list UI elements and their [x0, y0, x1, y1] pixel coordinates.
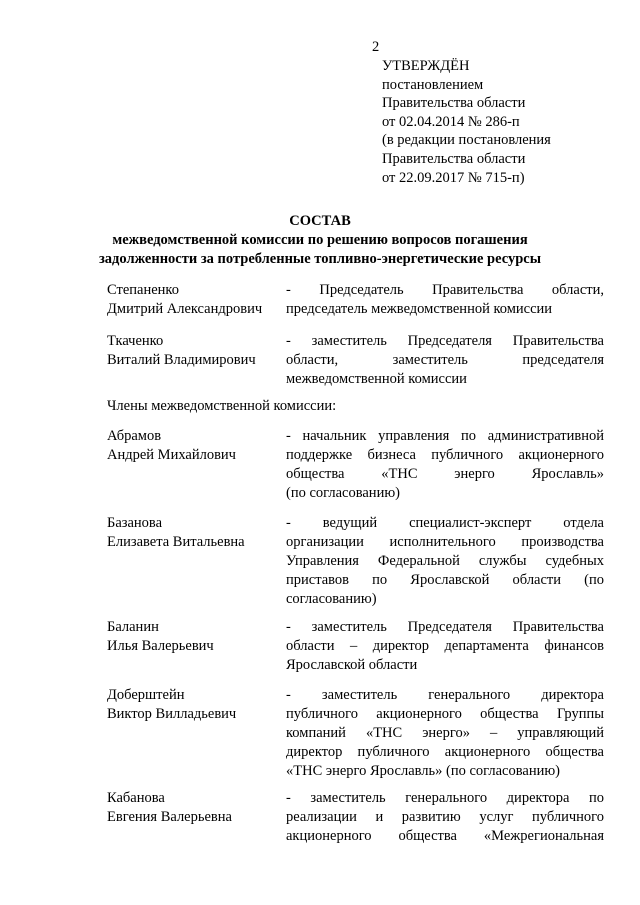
title-line: межведомственной комиссии по решению вопросов погашения — [112, 232, 528, 248]
role-line: Управления Федеральной службы судебных — [286, 553, 604, 569]
approval-line: Правительства области — [382, 150, 526, 167]
person-name — [107, 789, 282, 827]
role-line: публичного акционерного общества Группы — [286, 706, 604, 722]
approval-line: постановлением — [382, 76, 484, 93]
role-line: (по согласованию) — [286, 485, 400, 501]
surname: Ткаченко — [107, 333, 164, 349]
person-role — [286, 332, 604, 389]
role-line: - Председатель Правительства области, — [286, 282, 604, 298]
role-line: компаний «ТНС энерго» – управляющий — [286, 725, 604, 741]
person-name — [107, 427, 282, 465]
role-line: - ведущий специалист-эксперт отдела — [286, 515, 604, 531]
surname: Кабанова — [107, 790, 165, 806]
role-line: председатель межведомственной комиссии — [286, 301, 553, 317]
role-line: директор публичного акционерного общества — [286, 744, 604, 760]
role-line: - заместитель Председателя Правительства — [286, 619, 604, 635]
given-name: Андрей Михайлович — [107, 447, 236, 463]
given-name: Елизавета Витальевна — [107, 534, 245, 550]
approval-line: Правительства области — [382, 95, 526, 112]
given-name: Виктор Вилладьевич — [107, 706, 237, 722]
title-heading: СОСТАВ — [289, 213, 351, 229]
approval-line: от 02.04.2014 № 286-п — [382, 113, 520, 130]
surname: Доберштейн — [107, 687, 185, 703]
role-line: Ярославской области — [286, 657, 418, 673]
approval-line: от 22.09.2017 № 715-п) — [382, 169, 525, 186]
role-line: области, заместитель председателя — [286, 352, 604, 368]
surname: Абрамов — [107, 428, 162, 444]
person-name — [107, 618, 282, 656]
title-line: задолженности за потребленные топливно-энергетические ресурсы — [98, 251, 542, 267]
role-line: реализации и развитию услуг публичного — [286, 809, 604, 825]
approval-line: УТВЕРЖДЁН — [382, 58, 470, 74]
given-name: Илья Валерьевич — [107, 638, 214, 654]
role-line: области – директор департамента финансов — [286, 638, 604, 654]
role-line: акционерного общества «Межрегиональная — [286, 828, 604, 844]
person-role — [286, 281, 604, 319]
page-number: 2 — [372, 39, 380, 55]
person-role — [286, 789, 604, 846]
role-line: общества «ТНС энерго Ярославль» — [286, 466, 604, 482]
surname: Баланин — [107, 619, 159, 635]
role-line: приставов по Ярославской области (по — [286, 572, 604, 588]
person-name — [107, 686, 282, 724]
document-title — [0, 212, 640, 269]
approval-line: (в редакции постановления — [382, 132, 551, 149]
given-name: Евгения Валерьевна — [107, 809, 232, 825]
person-role — [286, 427, 604, 503]
surname: Базанова — [107, 515, 163, 531]
role-line: - заместитель Председателя Правительства — [286, 333, 604, 349]
role-line: - заместитель генерального директора по — [286, 790, 604, 806]
approval-block — [382, 57, 622, 187]
role-line: «ТНС энерго Ярославль» (по согласованию) — [286, 763, 561, 779]
person-role — [286, 686, 604, 781]
role-line: межведомственной комиссии — [286, 371, 467, 387]
person-name — [107, 281, 282, 319]
surname: Степаненко — [107, 282, 179, 298]
role-line: - заместитель генерального директора — [286, 687, 604, 703]
person-name — [107, 514, 282, 552]
person-name — [107, 332, 282, 370]
role-line: поддержке бизнеса публичного акционерного — [286, 447, 604, 463]
person-role — [286, 618, 604, 675]
role-line: согласованию) — [286, 591, 377, 607]
person-role — [286, 514, 604, 609]
given-name: Виталий Владимирович — [107, 352, 256, 368]
role-line: организации исполнительного производства — [286, 534, 604, 550]
members-label: Члены межведомственной комиссии: — [107, 398, 337, 414]
role-line: - начальник управления по административной — [286, 428, 604, 444]
given-name: Дмитрий Александрович — [107, 301, 263, 317]
